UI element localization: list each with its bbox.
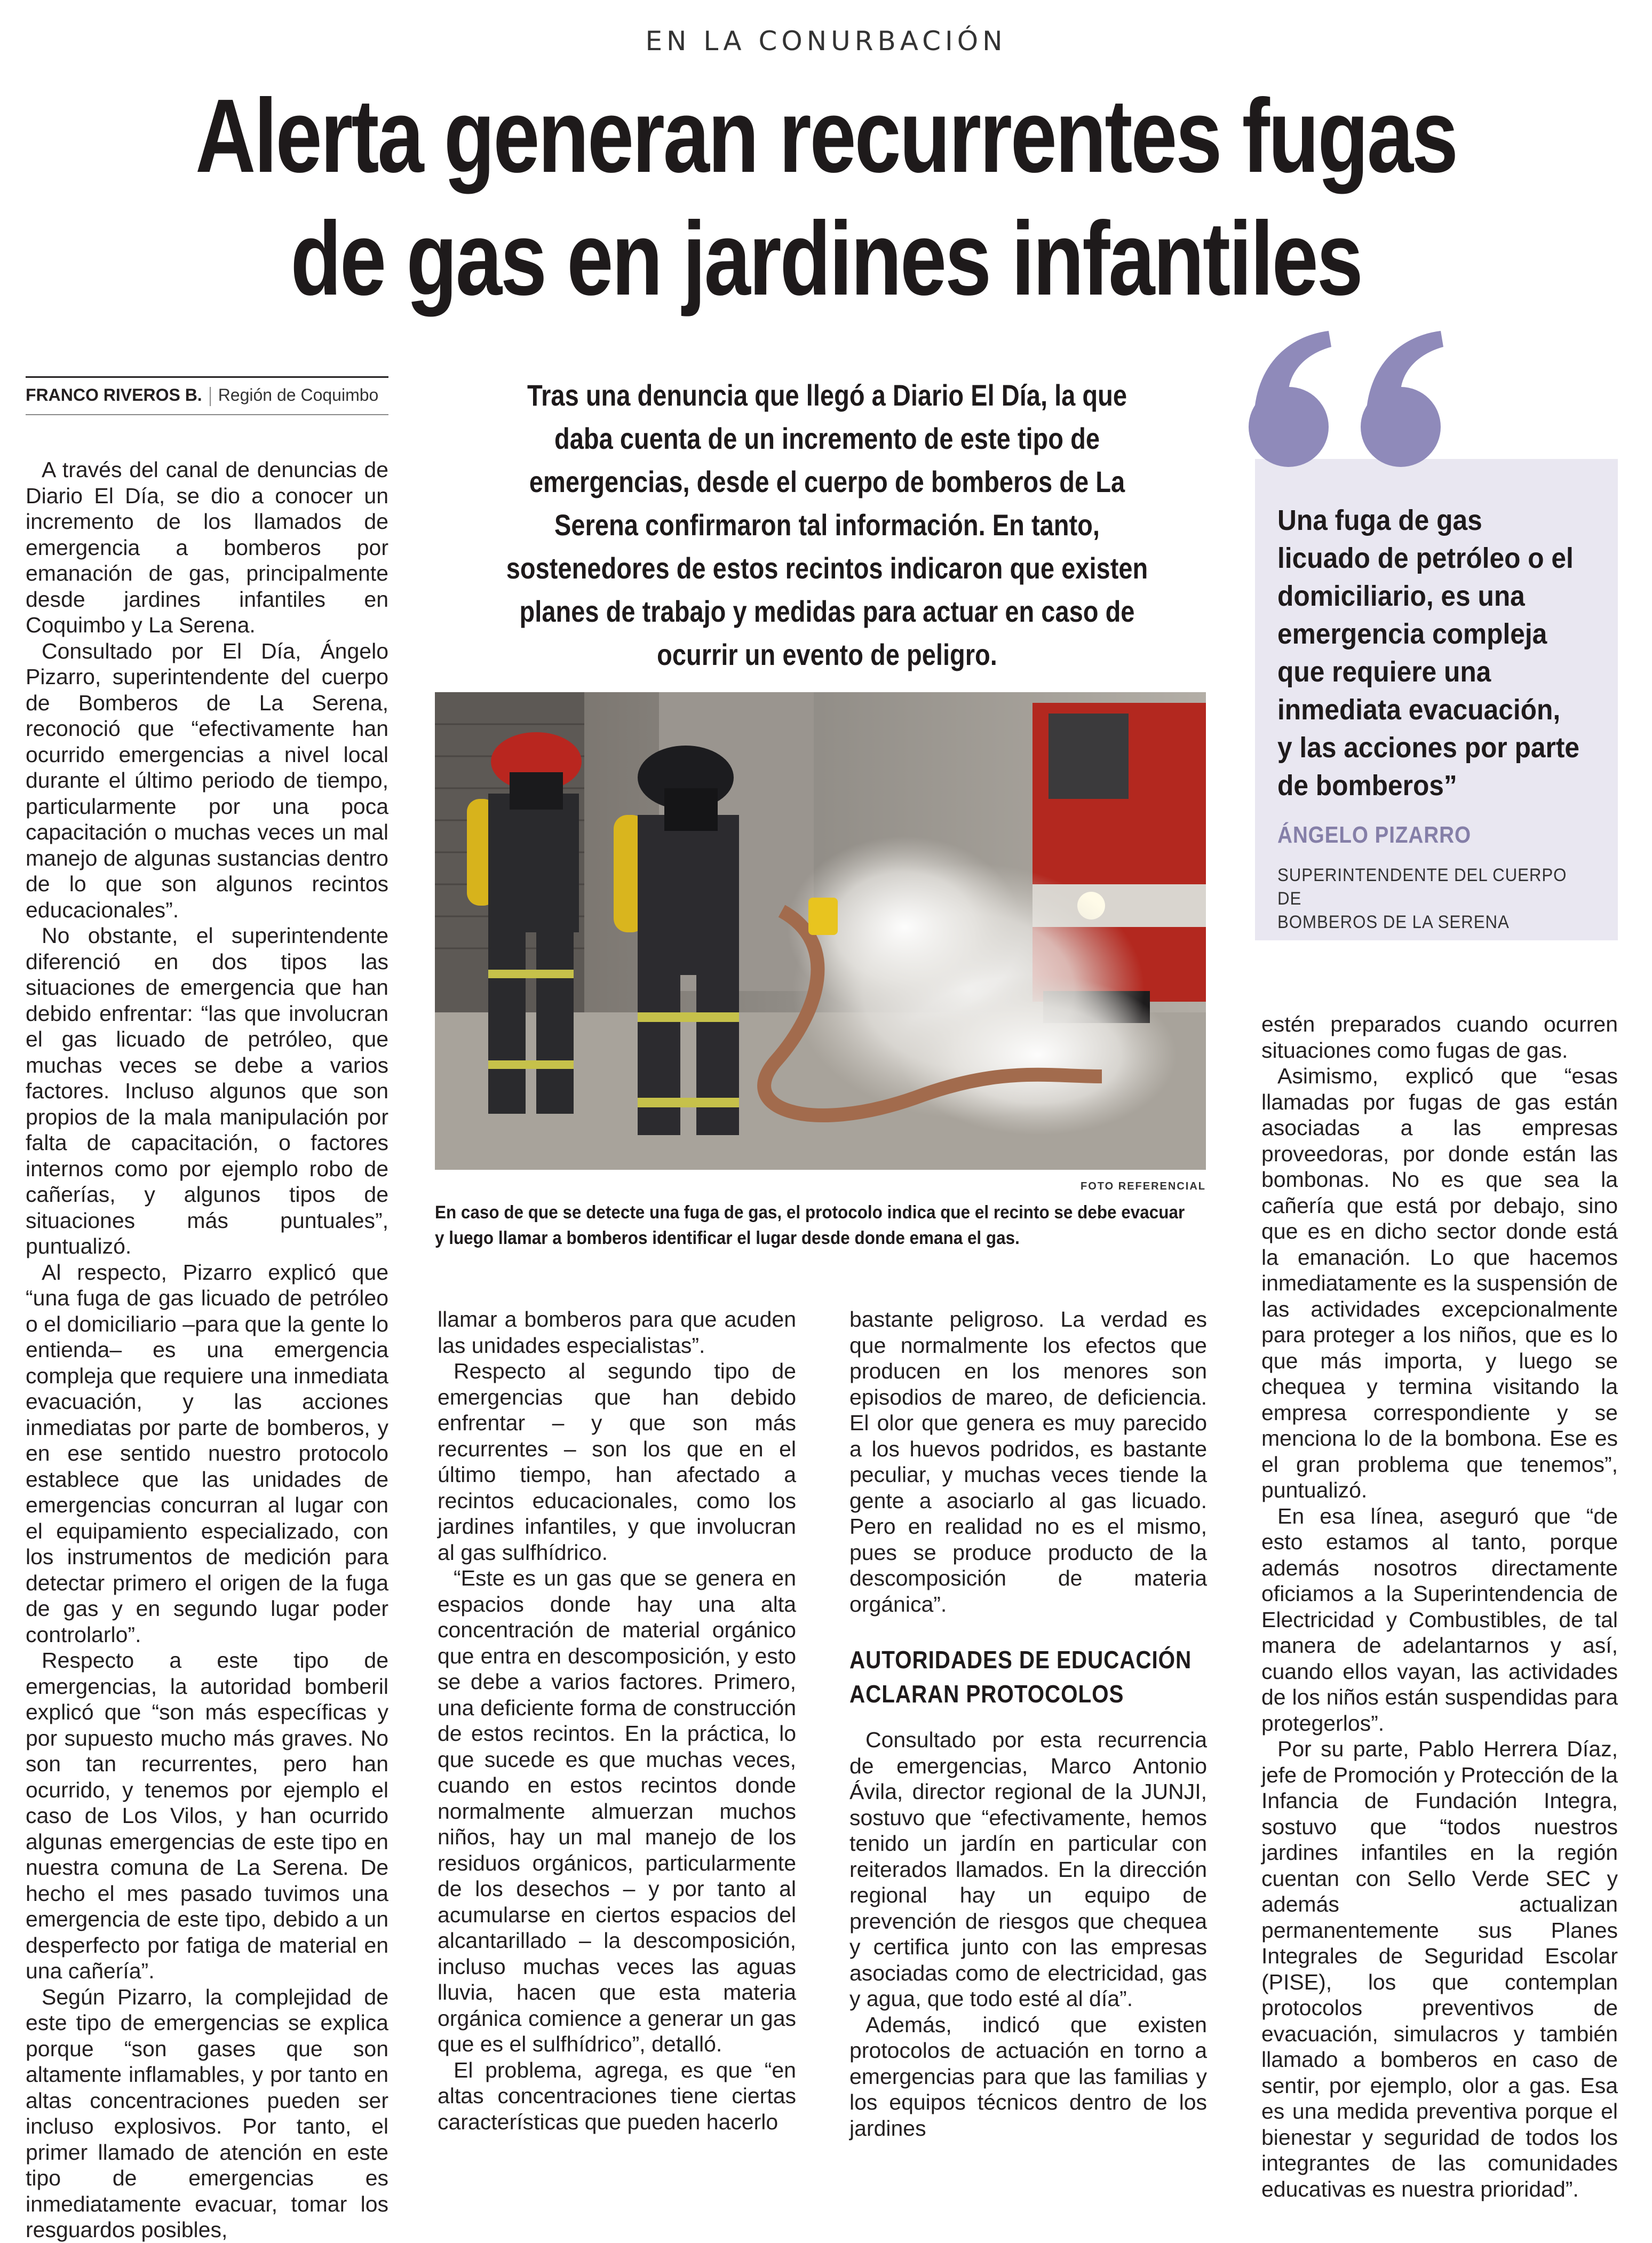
paragraph: bastante peligroso. La verdad es que normalmente los efectos que producen en los menores son episodios de mareo, de deficiencia. El olor que genera es muy parecido a los huevos podridos, es bastante peculiar, y muchas veces tiende la gente a asociarlo al gas licuado. Pero en realidad no es el mismo, pues se produce producto de la descomposición de materia orgánica”. (849, 1307, 1207, 1616)
subhead-line-2: ACLARAN PROTOCOLOS (849, 1680, 1124, 1708)
subhead-line-1: AUTORIDADES DE EDUCACIÓN (849, 1646, 1192, 1674)
pull-quote-role (1277, 863, 1572, 934)
paragraph: Al respecto, Pizarro explicó que “una fuga de gas licuado de petróleo o el domiciliario –para que la gente lo entienda– es una emergencia compleja que requiere una inmediata evacuación, y las acciones inmediatas por parte de bomberos, y en ese sentido nuestro protocolo establece que las unidades de emergencias concurran al lugar con el equipamiento especializado, con los instrumentos de medición para detectar primero el origen de la fuga de gas y en segundo lugar poder controlarlo”. (26, 1259, 388, 1647)
lead-paragraph: Tras una denuncia que llegó a Diario El Día, la que daba cuenta de un incremento de este tipo de emergencias, desde el cuerpo de bomberos de La Serena confirmaron tal información. En tanto, sostenedores de estos recintos indicaron que existen planes de trabajo y medidas para actuar en caso de ocurrir un evento de peligro. (506, 378, 1148, 671)
body-column-2 (438, 1306, 796, 2135)
body-column-1 (26, 457, 388, 2243)
paragraph: Consultado por El Día, Ángelo Pizarro, superintendente del cuerpo de Bomberos de La Serena, reconoció que “efectivamente han ocurrido emergencias a nivel local durante el último periodo de tiempo, particularmente por una poca capacitación o muchas veces un mal manejo de algunas sustancias dentro de lo que son algunos recintos educacionales”. (26, 638, 388, 922)
byline (26, 376, 388, 415)
paragraph: Respecto al segundo tipo de emergencias que han debido enfrentar – y que son más recurrentes – son los que en el último tiempo, han afectado a recintos educacionales, como los jardines infantiles, y que involucran al gas sulfhídrico. (438, 1359, 796, 1565)
paragraph: A través del canal de denuncias de Diario El Día, se dio a conocer un incremento de los llamados de emergencia a bomberos por emanación de gas, principalmente desde jardines infantiles en Coquimbo y La Serena. (26, 457, 388, 637)
byline-separator (210, 387, 211, 406)
paragraph: Por su parte, Pablo Herrera Díaz, jefe de Promoción y Protección de la Infancia de Fundación Integra, sostuvo que “todos nuestros jardines infantiles en la región cuentan con Sello Verde SEC y además actualizan permanentemente sus Planes Integrales de Seguridad Escolar (PISE), los que contemplan protocolos preventivos de evacuación, simulacros y también llamado a bomberos en caso de sentir, por ejemplo, olor a gas. Esa es una medida preventiva porque el bienestar y seguridad de todos los integrantes de las comunidades educativas es nuestra prioridad”. (1261, 1737, 1618, 2201)
paragraph: No obstante, el superintendente diferenció en dos tipos las situaciones de emergencia que han debido enfrentar: “las que involucran el gas licuado de petróleo, que muchas veces se debe a varios factores. Incluso algunos que son propios de la mala manipulación por falta de capacitación, o factores internos como por ejemplo robo de cañerías, y algunos tipos de situaciones más puntuales”, puntualizó. (26, 923, 388, 1258)
photo-caption-line-1: En caso de que se detecte una fuga de gas, el protocolo indica que el recinto se debe evacuar (435, 1202, 1185, 1223)
pull-quote-role-line-1: SUPERINTENDENTE DEL CUERPO DE (1277, 865, 1567, 909)
paragraph: Respecto a este tipo de emergencias, la autoridad bomberil explicó que “son más específicas y por supuesto mucho más graves. No son tan recurrentes, pero han ocurrido, y tenemos por ejemplo el caso de Los Vilos, y han ocurrido algunas emergencias de este tipo en nuestra comuna de La Serena. De hecho el mes pasado tuvimos una emergencia de este tipo, debido a un desperfecto por fatiga de material en una cañería”. (26, 1648, 388, 1983)
pull-quote-name: ÁNGELO PIZARRO (1277, 822, 1471, 848)
byline-region: Región de Coquimbo (218, 385, 379, 405)
paragraph: Consultado por esta recurrencia de emergencias, Marco Antonio Ávila, director regional de la JUNJI, sostuvo que “efectivamente, hemos tenido un jardín en particular con reiterados llamados. En la dirección regional hay un equipo de prevención de riesgos que chequea y certifica junto con las empresas asociadas como de electricidad, gas y agua, que todo esté al día”. (849, 1727, 1207, 2011)
paragraph: El problema, agrega, es que “en altas concentraciones tiene ciertas características que pueden hacerlo (438, 2057, 796, 2134)
paragraph: Asimismo, explicó que “esas llamadas por fugas de gas están asociadas a las empresas proveedoras, por donde están las bombonas. No es que sea la cañería que está por debajo, sino que es en dicho sector donde está la emanación. Lo que hacemos inmediatamente es la suspensión de las actividades excepcionalmente para proteger a los niños, que es lo que más importa, y luego se chequea y termina visitando la empresa correspondiente y se menciona lo de la bombona. Ese es el gran problema que tenemos”, puntualizó. (1261, 1064, 1618, 1502)
paragraph: “Este es un gas que se genera en espacios donde hay una alta concentración de material orgánico que entra en descomposición, y esto se debe a varios factores. Primero, una deficiente forma de construcción de estos recintos. En la práctica, lo que sucede es que muchas veces, cuando en estos recintos donde normalmente almuerzan muchos niños, hay un mal manejo de los residuos orgánicos, particularmente de los desechos – y por tanto al acumularse en ciertos espacios del alcantarillado – la descomposición, incluso muchas veces las aguas lluvia, hacen que esta materia orgánica comience a generar un gas que es el sulfhídrico”, detalló. (438, 1566, 796, 2056)
paragraph: Según Pizarro, la complejidad de este tipo de emergencias se explica porque “son gases que son altamente inflamables, y por tanto en altas concentraciones pueden ser incluso explosivos. Por tanto, el primer llamado de atención en este tipo de emergencias es inmediatamente evacuar, tomar los resguardos posibles, (26, 1984, 388, 2242)
byline-author: FRANCO RIVEROS B. (26, 385, 202, 405)
section-label: EN LA CONURBACIÓN (645, 26, 1007, 57)
photo-credit: FOTO REFERENCIAL (1081, 1180, 1206, 1192)
headline (191, 75, 1462, 320)
firefighters-photo (435, 692, 1206, 1170)
photo-caption (435, 1200, 1205, 1251)
pull-quote-role-line-2: BOMBEROS DE LA SERENA (1277, 912, 1510, 932)
headline-line-2: de gas en jardines infantiles (290, 200, 1362, 317)
subhead (849, 1643, 1197, 1711)
paragraph: En esa línea, aseguró que “de esto estamos al tanto, porque además nosotros directamente oficiamos a la Superintendencia de Electricidad y Combustibles, de tal manera de adelantarnos y así, cuando ellos vayan, las actividades de los niños están suspendidas para protegerlos”. (1261, 1503, 1618, 1735)
photo-caption-line-2: y luego llamar a bomberos identificar el lugar desde donde emana el gas. (435, 1228, 1020, 1248)
quote-mark-icon (1238, 326, 1462, 486)
body-column-3 (849, 1306, 1207, 2141)
paragraph: Además, indicó que existen protocolos de actuación en torno a emergencias para que las familias y los equipos técnicos dentro de los jardines (849, 2012, 1207, 2141)
paragraph: estén preparados cuando ocurren situaciones como fugas de gas. (1261, 1012, 1618, 1063)
paragraph: llamar a bomberos para que acuden las unidades especialistas”. (438, 1307, 796, 1358)
headline-line-1: Alerta generan recurrentes fugas (195, 77, 1457, 194)
pull-quote-text: Una fuga de gas licuado de petróleo o el domiciliario, es una emergencia compleja que requiere una inmediata evacuación, y las acciones por parte de bomberos” (1277, 504, 1580, 802)
body-column-4 (1261, 1011, 1618, 2202)
